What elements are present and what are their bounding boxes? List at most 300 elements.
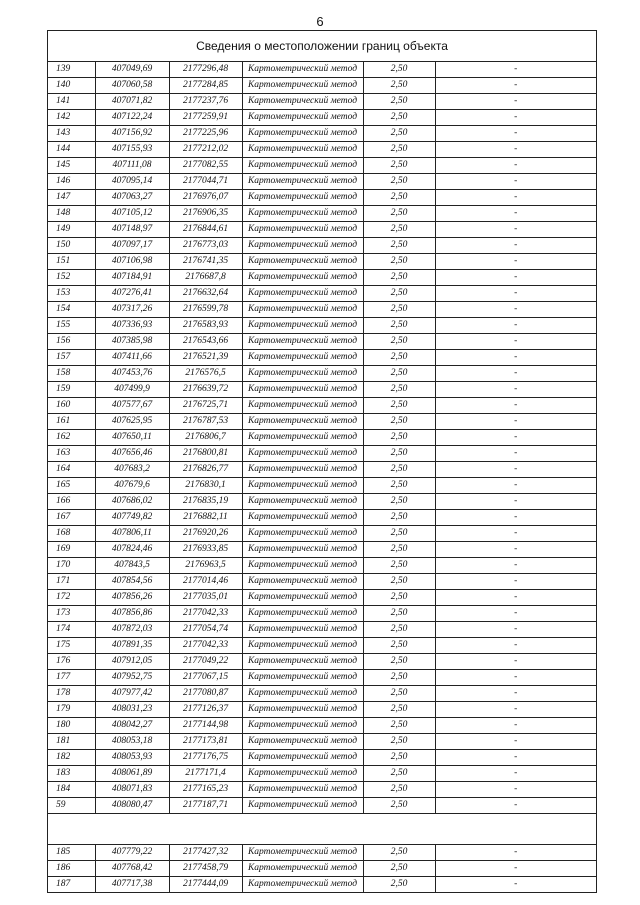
point-number-cell: 162 (48, 430, 95, 446)
y-coordinate-cell: 2176787,53 (169, 414, 242, 430)
method-cell: Картометрический метод (242, 590, 363, 606)
point-number-cell: 144 (48, 142, 95, 158)
y-coordinate-cell: 2177284,85 (169, 78, 242, 94)
method-cell: Картометрический метод (242, 190, 363, 206)
table-row (48, 62, 596, 78)
point-number-cell: 155 (48, 318, 95, 334)
precision-cell: 2,50 (363, 590, 435, 606)
x-coordinate-cell: 407385,98 (95, 334, 169, 350)
precision-cell: 2,50 (363, 366, 435, 382)
precision-cell: 2,50 (363, 158, 435, 174)
y-coordinate-cell: 2176835,19 (169, 494, 242, 510)
precision-cell: 2,50 (363, 430, 435, 446)
description-cell: - (435, 206, 596, 222)
table-row (48, 877, 596, 893)
point-number-cell: 171 (48, 574, 95, 590)
x-coordinate-cell: 407779,22 (95, 845, 169, 861)
point-number-cell: 173 (48, 606, 95, 622)
method-cell: Картометрический метод (242, 478, 363, 494)
method-cell: Картометрический метод (242, 686, 363, 702)
y-coordinate-cell: 2177082,55 (169, 158, 242, 174)
point-number-cell: 142 (48, 110, 95, 126)
x-coordinate-cell: 407049,69 (95, 62, 169, 78)
table-row (48, 606, 596, 622)
point-number-cell: 175 (48, 638, 95, 654)
method-cell: Картометрический метод (242, 286, 363, 302)
description-cell: - (435, 142, 596, 158)
method-cell: Картометрический метод (242, 302, 363, 318)
x-coordinate-cell: 407063,27 (95, 190, 169, 206)
x-coordinate-cell: 408080,47 (95, 798, 169, 814)
x-coordinate-cell: 407749,82 (95, 510, 169, 526)
precision-cell: 2,50 (363, 414, 435, 430)
precision-cell: 2,50 (363, 94, 435, 110)
table-row (48, 861, 596, 877)
table-row (48, 782, 596, 798)
description-cell: - (435, 398, 596, 414)
y-coordinate-cell: 2176543,66 (169, 334, 242, 350)
description-cell: - (435, 590, 596, 606)
point-number-cell: 186 (48, 861, 95, 877)
description-cell: - (435, 126, 596, 142)
description-cell: - (435, 302, 596, 318)
y-coordinate-cell: 2176576,5 (169, 366, 242, 382)
point-number-cell: 147 (48, 190, 95, 206)
description-cell: - (435, 446, 596, 462)
description-cell: - (435, 526, 596, 542)
point-number-cell: 166 (48, 494, 95, 510)
method-cell: Картометрический метод (242, 861, 363, 877)
y-coordinate-cell: 2177014,46 (169, 574, 242, 590)
table-row (48, 670, 596, 686)
y-coordinate-cell: 2177212,02 (169, 142, 242, 158)
x-coordinate-cell: 407577,67 (95, 398, 169, 414)
y-coordinate-cell: 2176920,26 (169, 526, 242, 542)
method-cell: Картометрический метод (242, 414, 363, 430)
point-number-cell: 165 (48, 478, 95, 494)
x-coordinate-cell: 407106,98 (95, 254, 169, 270)
point-number-cell: 177 (48, 670, 95, 686)
x-coordinate-cell: 408053,93 (95, 750, 169, 766)
method-cell: Картометрический метод (242, 606, 363, 622)
table-row (48, 718, 596, 734)
x-coordinate-cell: 408061,89 (95, 766, 169, 782)
description-cell: - (435, 78, 596, 94)
table-row (48, 558, 596, 574)
method-cell: Картометрический метод (242, 654, 363, 670)
method-cell: Картометрический метод (242, 158, 363, 174)
description-cell: - (435, 190, 596, 206)
page-number: 6 (316, 14, 324, 29)
description-cell: - (435, 334, 596, 350)
point-number-cell: 141 (48, 94, 95, 110)
method-cell: Картометрический метод (242, 350, 363, 366)
precision-cell: 2,50 (363, 734, 435, 750)
x-coordinate-cell: 407872,03 (95, 622, 169, 638)
y-coordinate-cell: 2176725,71 (169, 398, 242, 414)
description-cell: - (435, 174, 596, 190)
precision-cell: 2,50 (363, 766, 435, 782)
description-cell: - (435, 702, 596, 718)
point-number-cell: 174 (48, 622, 95, 638)
y-coordinate-cell: 2177171,4 (169, 766, 242, 782)
table-row (48, 526, 596, 542)
precision-cell: 2,50 (363, 270, 435, 286)
point-number-cell: 145 (48, 158, 95, 174)
method-cell: Картометрический метод (242, 734, 363, 750)
y-coordinate-cell: 2177044,71 (169, 174, 242, 190)
point-number-cell: 59 (48, 798, 95, 814)
y-coordinate-cell: 2177259,91 (169, 110, 242, 126)
point-number-cell: 160 (48, 398, 95, 414)
table-row (48, 750, 596, 766)
description-cell: - (435, 238, 596, 254)
x-coordinate-cell: 407824,46 (95, 542, 169, 558)
x-coordinate-cell: 407276,41 (95, 286, 169, 302)
precision-cell: 2,50 (363, 861, 435, 877)
x-coordinate-cell: 407148,97 (95, 222, 169, 238)
x-coordinate-cell: 407952,75 (95, 670, 169, 686)
coordinates-table-2 (48, 845, 596, 893)
method-cell: Картометрический метод (242, 670, 363, 686)
description-cell: - (435, 494, 596, 510)
table-row (48, 638, 596, 654)
y-coordinate-cell: 2176639,72 (169, 382, 242, 398)
method-cell: Картометрический метод (242, 462, 363, 478)
method-cell: Картометрический метод (242, 238, 363, 254)
description-cell: - (435, 622, 596, 638)
point-number-cell: 152 (48, 270, 95, 286)
x-coordinate-cell: 407843,5 (95, 558, 169, 574)
precision-cell: 2,50 (363, 558, 435, 574)
precision-cell: 2,50 (363, 190, 435, 206)
y-coordinate-cell: 2176826,77 (169, 462, 242, 478)
x-coordinate-cell: 407336,93 (95, 318, 169, 334)
description-cell: - (435, 350, 596, 366)
y-coordinate-cell: 2176976,07 (169, 190, 242, 206)
description-cell: - (435, 542, 596, 558)
point-number-cell: 139 (48, 62, 95, 78)
point-number-cell: 187 (48, 877, 95, 893)
precision-cell: 2,50 (363, 302, 435, 318)
precision-cell: 2,50 (363, 718, 435, 734)
table-row (48, 142, 596, 158)
description-cell: - (435, 861, 596, 877)
table-row (48, 382, 596, 398)
point-number-cell: 183 (48, 766, 95, 782)
y-coordinate-cell: 2177042,33 (169, 606, 242, 622)
precision-cell: 2,50 (363, 750, 435, 766)
point-number-cell: 181 (48, 734, 95, 750)
precision-cell: 2,50 (363, 126, 435, 142)
description-cell: - (435, 62, 596, 78)
point-number-cell: 161 (48, 414, 95, 430)
precision-cell: 2,50 (363, 845, 435, 861)
table-row (48, 686, 596, 702)
precision-cell: 2,50 (363, 142, 435, 158)
table-row (48, 190, 596, 206)
y-coordinate-cell: 2177444,09 (169, 877, 242, 893)
table-row (48, 414, 596, 430)
point-number-cell: 157 (48, 350, 95, 366)
x-coordinate-cell: 408042,27 (95, 718, 169, 734)
y-coordinate-cell: 2176963,5 (169, 558, 242, 574)
point-number-cell: 180 (48, 718, 95, 734)
y-coordinate-cell: 2176830,1 (169, 478, 242, 494)
method-cell: Картометрический метод (242, 446, 363, 462)
method-cell: Картометрический метод (242, 782, 363, 798)
method-cell: Картометрический метод (242, 254, 363, 270)
point-number-cell: 150 (48, 238, 95, 254)
method-cell: Картометрический метод (242, 94, 363, 110)
method-cell: Картометрический метод (242, 574, 363, 590)
point-number-cell: 169 (48, 542, 95, 558)
table-row (48, 798, 596, 814)
x-coordinate-cell: 407499,9 (95, 382, 169, 398)
point-number-cell: 140 (48, 78, 95, 94)
x-coordinate-cell: 407317,26 (95, 302, 169, 318)
y-coordinate-cell: 2176741,35 (169, 254, 242, 270)
y-coordinate-cell: 2177054,74 (169, 622, 242, 638)
method-cell: Картометрический метод (242, 318, 363, 334)
table-row (48, 542, 596, 558)
method-cell: Картометрический метод (242, 494, 363, 510)
x-coordinate-cell: 407912,05 (95, 654, 169, 670)
precision-cell: 2,50 (363, 638, 435, 654)
precision-cell: 2,50 (363, 350, 435, 366)
table-row (48, 590, 596, 606)
method-cell: Картометрический метод (242, 750, 363, 766)
method-cell: Картометрический метод (242, 78, 363, 94)
y-coordinate-cell: 2177427,32 (169, 845, 242, 861)
precision-cell: 2,50 (363, 174, 435, 190)
x-coordinate-cell: 407156,92 (95, 126, 169, 142)
description-cell: - (435, 798, 596, 814)
x-coordinate-cell: 407806,11 (95, 526, 169, 542)
sheet-title: Сведения о местоположении границ объекта (48, 31, 596, 62)
y-coordinate-cell: 2176583,93 (169, 318, 242, 334)
point-number-cell: 159 (48, 382, 95, 398)
precision-cell: 2,50 (363, 206, 435, 222)
description-cell: - (435, 270, 596, 286)
point-number-cell: 167 (48, 510, 95, 526)
table-row (48, 270, 596, 286)
precision-cell: 2,50 (363, 398, 435, 414)
y-coordinate-cell: 2177049,22 (169, 654, 242, 670)
description-cell: - (435, 638, 596, 654)
precision-cell: 2,50 (363, 254, 435, 270)
method-cell: Картометрический метод (242, 430, 363, 446)
method-cell: Картометрический метод (242, 526, 363, 542)
y-coordinate-cell: 2177035,01 (169, 590, 242, 606)
table-row (48, 430, 596, 446)
y-coordinate-cell: 2176800,81 (169, 446, 242, 462)
y-coordinate-cell: 2177080,87 (169, 686, 242, 702)
y-coordinate-cell: 2176882,11 (169, 510, 242, 526)
y-coordinate-cell: 2176521,39 (169, 350, 242, 366)
y-coordinate-cell: 2176632,64 (169, 286, 242, 302)
method-cell: Картометрический метод (242, 558, 363, 574)
x-coordinate-cell: 407679,6 (95, 478, 169, 494)
point-number-cell: 154 (48, 302, 95, 318)
table-row (48, 622, 596, 638)
table-row (48, 286, 596, 302)
y-coordinate-cell: 2176773,03 (169, 238, 242, 254)
description-cell: - (435, 94, 596, 110)
description-cell: - (435, 478, 596, 494)
precision-cell: 2,50 (363, 494, 435, 510)
y-coordinate-cell: 2176806,7 (169, 430, 242, 446)
description-cell: - (435, 606, 596, 622)
point-number-cell: 163 (48, 446, 95, 462)
method-cell: Картометрический метод (242, 366, 363, 382)
method-cell: Картометрический метод (242, 510, 363, 526)
point-number-cell: 184 (48, 782, 95, 798)
coordinates-table-1 (48, 62, 596, 814)
method-cell: Картометрический метод (242, 718, 363, 734)
method-cell: Картометрический метод (242, 877, 363, 893)
precision-cell: 2,50 (363, 526, 435, 542)
precision-cell: 2,50 (363, 622, 435, 638)
point-number-cell: 185 (48, 845, 95, 861)
description-cell: - (435, 686, 596, 702)
x-coordinate-cell: 407105,12 (95, 206, 169, 222)
x-coordinate-cell: 407977,42 (95, 686, 169, 702)
precision-cell: 2,50 (363, 702, 435, 718)
table-gap-row (48, 814, 596, 845)
point-number-cell: 146 (48, 174, 95, 190)
precision-cell: 2,50 (363, 670, 435, 686)
precision-cell: 2,50 (363, 110, 435, 126)
table-row (48, 478, 596, 494)
description-cell: - (435, 782, 596, 798)
table-row (48, 254, 596, 270)
precision-cell: 2,50 (363, 478, 435, 494)
description-cell: - (435, 574, 596, 590)
point-number-cell: 178 (48, 686, 95, 702)
method-cell: Картометрический метод (242, 334, 363, 350)
precision-cell: 2,50 (363, 542, 435, 558)
point-number-cell: 168 (48, 526, 95, 542)
table-row (48, 238, 596, 254)
precision-cell: 2,50 (363, 686, 435, 702)
method-cell: Картометрический метод (242, 398, 363, 414)
table-row (48, 302, 596, 318)
x-coordinate-cell: 407155,93 (95, 142, 169, 158)
table-row (48, 702, 596, 718)
point-number-cell: 148 (48, 206, 95, 222)
point-number-cell: 151 (48, 254, 95, 270)
precision-cell: 2,50 (363, 782, 435, 798)
description-cell: - (435, 734, 596, 750)
y-coordinate-cell: 2177165,23 (169, 782, 242, 798)
x-coordinate-cell: 407656,46 (95, 446, 169, 462)
table-row (48, 110, 596, 126)
description-cell: - (435, 877, 596, 893)
precision-cell: 2,50 (363, 574, 435, 590)
description-cell: - (435, 318, 596, 334)
precision-cell: 2,50 (363, 798, 435, 814)
method-cell: Картометрический метод (242, 638, 363, 654)
table-row (48, 766, 596, 782)
description-cell: - (435, 718, 596, 734)
table-row (48, 334, 596, 350)
x-coordinate-cell: 407095,14 (95, 174, 169, 190)
point-number-cell: 156 (48, 334, 95, 350)
precision-cell: 2,50 (363, 654, 435, 670)
precision-cell: 2,50 (363, 238, 435, 254)
table-row (48, 206, 596, 222)
x-coordinate-cell: 407411,66 (95, 350, 169, 366)
point-number-cell: 158 (48, 366, 95, 382)
y-coordinate-cell: 2177225,96 (169, 126, 242, 142)
x-coordinate-cell: 408071,83 (95, 782, 169, 798)
description-cell: - (435, 654, 596, 670)
precision-cell: 2,50 (363, 334, 435, 350)
x-coordinate-cell: 407856,86 (95, 606, 169, 622)
x-coordinate-cell: 407683,2 (95, 462, 169, 478)
table-row (48, 398, 596, 414)
x-coordinate-cell: 407453,76 (95, 366, 169, 382)
point-number-cell: 170 (48, 558, 95, 574)
precision-cell: 2,50 (363, 510, 435, 526)
method-cell: Картометрический метод (242, 622, 363, 638)
table-row (48, 574, 596, 590)
description-cell: - (435, 766, 596, 782)
method-cell: Картометрический метод (242, 62, 363, 78)
y-coordinate-cell: 2177237,76 (169, 94, 242, 110)
method-cell: Картометрический метод (242, 142, 363, 158)
description-cell: - (435, 254, 596, 270)
x-coordinate-cell: 408031,23 (95, 702, 169, 718)
x-coordinate-cell: 407717,38 (95, 877, 169, 893)
method-cell: Картометрический метод (242, 174, 363, 190)
table-row (48, 222, 596, 238)
x-coordinate-cell: 407071,82 (95, 94, 169, 110)
description-cell: - (435, 845, 596, 861)
description-cell: - (435, 414, 596, 430)
point-number-cell: 153 (48, 286, 95, 302)
x-coordinate-cell: 407686,02 (95, 494, 169, 510)
y-coordinate-cell: 2177296,48 (169, 62, 242, 78)
table-row (48, 318, 596, 334)
y-coordinate-cell: 2177042,33 (169, 638, 242, 654)
table-row (48, 494, 596, 510)
precision-cell: 2,50 (363, 78, 435, 94)
method-cell: Картометрический метод (242, 542, 363, 558)
point-number-cell: 179 (48, 702, 95, 718)
x-coordinate-cell: 407184,91 (95, 270, 169, 286)
x-coordinate-cell: 407097,17 (95, 238, 169, 254)
x-coordinate-cell: 407768,42 (95, 861, 169, 877)
x-coordinate-cell: 407122,24 (95, 110, 169, 126)
description-cell: - (435, 110, 596, 126)
description-cell: - (435, 462, 596, 478)
method-cell: Картометрический метод (242, 382, 363, 398)
table-row (48, 654, 596, 670)
y-coordinate-cell: 2177173,81 (169, 734, 242, 750)
precision-cell: 2,50 (363, 606, 435, 622)
table-row (48, 446, 596, 462)
description-cell: - (435, 382, 596, 398)
precision-cell: 2,50 (363, 462, 435, 478)
table-row (48, 126, 596, 142)
y-coordinate-cell: 2177458,79 (169, 861, 242, 877)
table-row (48, 78, 596, 94)
table-row (48, 510, 596, 526)
description-cell: - (435, 750, 596, 766)
y-coordinate-cell: 2176906,35 (169, 206, 242, 222)
